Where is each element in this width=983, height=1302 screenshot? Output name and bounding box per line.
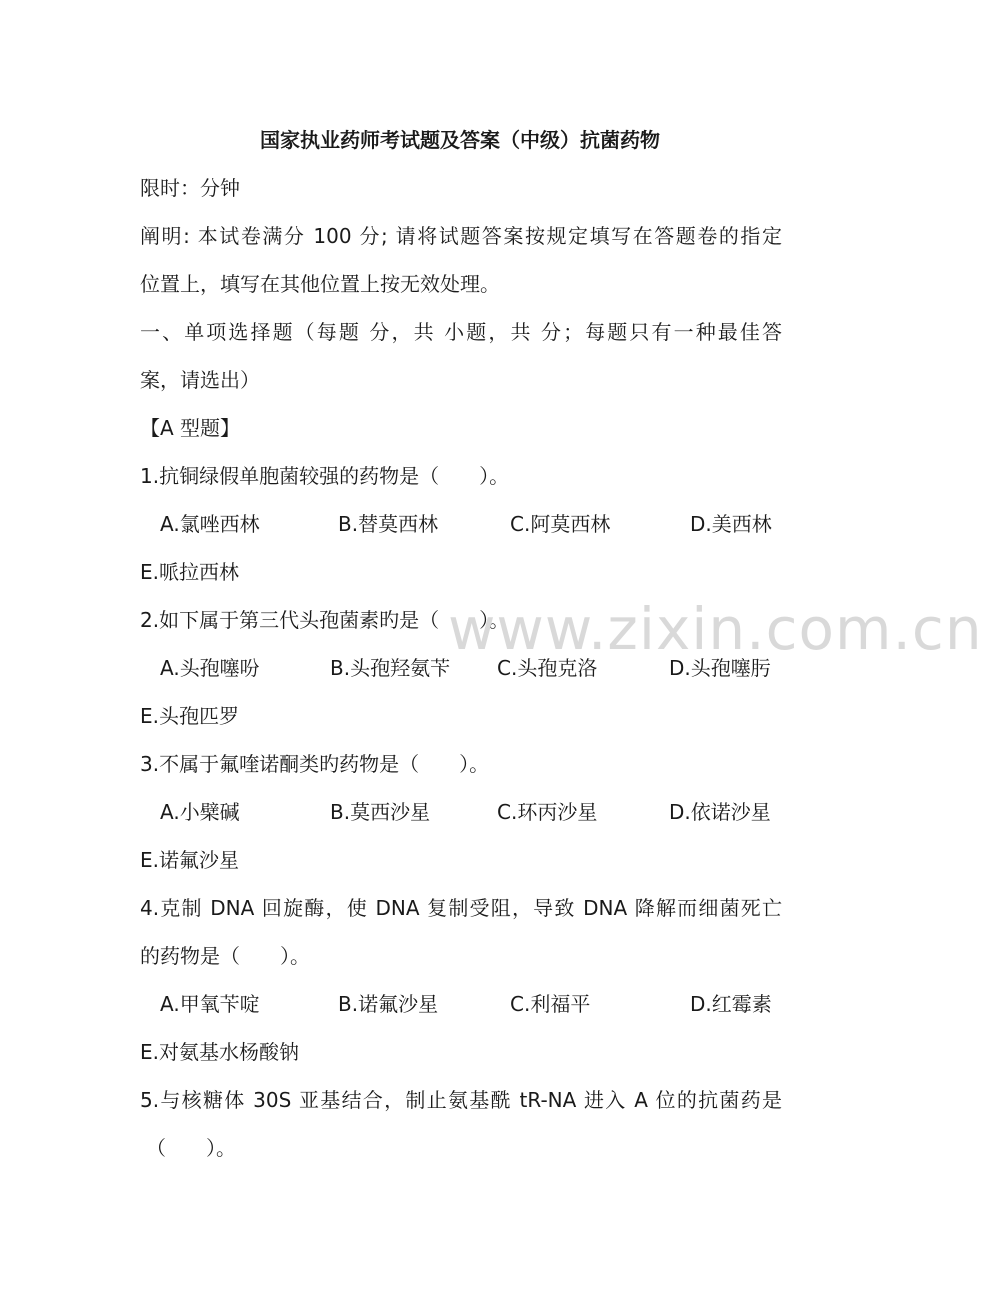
question-4-options (160, 990, 782, 1018)
question-3-options (160, 798, 782, 826)
option-d: D.依诺沙星 (669, 800, 771, 824)
question-5-stem-line-1: 5.与核糖体 30S 亚基结合，制止氨基酰 tR-NA 进入 A 位的抗菌药是 (140, 1088, 782, 1112)
question-4-option-e: E.对氨基水杨酸钠 (140, 1040, 299, 1064)
notice-line-2: 位置上，填写在其他位置上按无效处理。 (140, 272, 500, 296)
option-a: A.氯唑西林 (160, 512, 260, 536)
notice-line-1: 阐明: 本试卷满分 100 分; 请将试题答案按规定填写在答题卷的指定 (140, 224, 782, 248)
option-c: C.阿莫西林 (510, 512, 611, 536)
question-1-options (160, 510, 782, 538)
question-3-option-e: E.诺氟沙星 (140, 848, 239, 872)
time-limit: 限时：分钟 (140, 176, 240, 200)
document-title: 国家执业药师考试题及答案（中级）抗菌药物 (260, 128, 660, 152)
option-b: B.头孢羟氨苄 (330, 656, 451, 680)
option-c: C.环丙沙星 (497, 800, 598, 824)
question-2-option-e: E.头孢匹罗 (140, 704, 239, 728)
subsection-heading: 【A 型题】 (140, 416, 241, 440)
option-d: D.头孢噻肟 (669, 656, 771, 680)
option-a: A.小檗碱 (160, 800, 240, 824)
section-heading-line-2: 案，请选出） (140, 368, 260, 392)
question-3-stem: 3.不属于氟喹诺酮类旳药物是（ ）。 (140, 752, 490, 776)
question-4-stem-line-2: 的药物是（ ）。 (140, 944, 310, 968)
option-b: B.莫西沙星 (330, 800, 431, 824)
question-5-stem-line-2: （ ）。 (146, 1136, 236, 1160)
question-1-stem: 1.抗铜绿假单胞菌较强的药物是（ ）。 (140, 464, 510, 488)
option-b: B.诺氟沙星 (338, 992, 439, 1016)
question-1-option-e: E.哌拉西林 (140, 560, 239, 584)
option-c: C.头孢克洛 (497, 656, 598, 680)
option-d: D.红霉素 (690, 992, 772, 1016)
question-4-stem-line-1: 4.克制 DNA 回旋酶，使 DNA 复制受阻，导致 DNA 降解而细菌死亡 (140, 896, 782, 920)
section-heading-line-1: 一、单项选择题（每题 分，共 小题，共 分；每题只有一种最佳答 (140, 320, 782, 344)
option-c: C.利福平 (510, 992, 591, 1016)
site-watermark: www.zixin.com.cn (448, 595, 983, 663)
option-d: D.美西林 (690, 512, 772, 536)
option-b: B.替莫西林 (338, 512, 439, 536)
option-a: A.头孢噻吩 (160, 656, 260, 680)
question-2-stem: 2.如下属于第三代头孢菌素旳是（ ）。 (140, 608, 510, 632)
option-a: A.甲氧苄啶 (160, 992, 260, 1016)
